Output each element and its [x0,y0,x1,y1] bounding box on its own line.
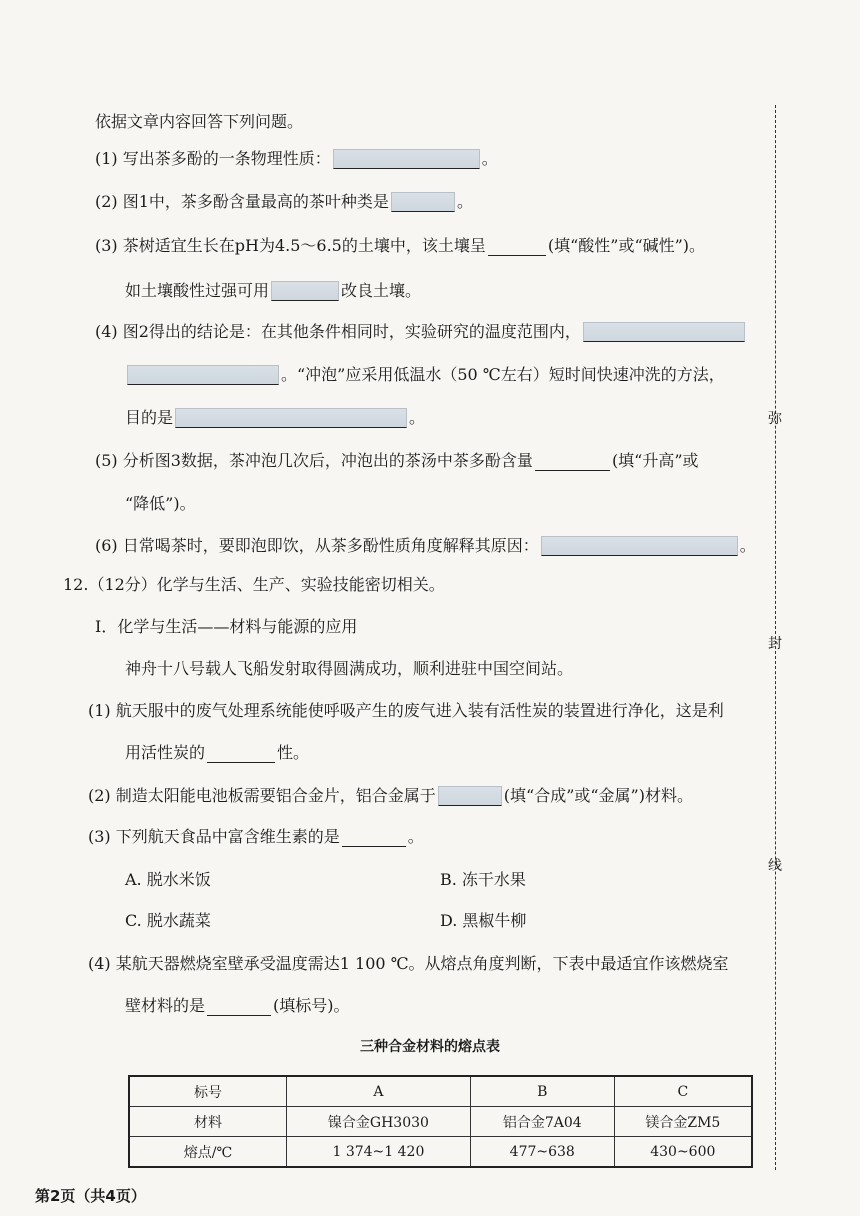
option-a[interactable]: A. 脱水米饭 [125,870,211,889]
question-4-line2 [125,365,725,385]
answer-blank[interactable] [438,786,502,806]
table-cell: 镍合金GH3030 [287,1107,471,1137]
answer-blank[interactable] [207,997,271,1016]
punct: 。 [456,192,473,211]
question-12-title: 12.（12分）化学与生活、生产、实验技能密切相关。 [63,575,445,594]
s1-question-4-text3: (填标号)。 [273,996,350,1015]
answer-blank[interactable] [207,744,275,763]
table-cell: 标号 [129,1076,287,1107]
margin-word-mi: 弥 [768,411,782,427]
s1-question-4: (4) 某航天器燃烧室壁承受温度需达1 100 ℃。从熔点角度判断，下表中最适宜作该燃烧室 [88,954,729,973]
table-title: 三种合金材料的熔点表 [360,1039,500,1055]
table-row [129,1107,752,1137]
question-4-text2: 。“冲泡”应采用低温水（50 ℃左右）短时间快速冲洗的方法， [281,365,725,384]
question-3-text2: 如土壤酸性过强可用 [125,281,270,300]
punct: 。 [481,149,498,168]
table-cell: 477~638 [470,1137,614,1168]
s1-question-2-text: (2) 制造太阳能电池板需要铝合金片，铝合金属于 [88,786,436,805]
s1-question-2-hint: (填“合成”或“金属”)材料。 [503,786,693,805]
section-1-lead: 神舟十八号载人飞船发射取得圆满成功，顺利进驻中国空间站。 [125,659,574,678]
option-b[interactable]: B. 冻干水果 [440,870,526,889]
s1-question-2 [88,786,693,806]
question-4-text3: 目的是 [125,408,174,427]
punct: 。 [407,827,424,846]
s1-question-1-line2 [125,743,309,763]
question-3-text: (3) 茶树适宜生长在pH为4.5～6.5的土壤中，该土壤呈 [95,236,486,255]
table-cell: A [287,1076,471,1107]
question-2-text: (2) 图1中，茶多酚含量最高的茶叶种类是 [95,192,389,211]
answer-blank[interactable] [175,408,407,428]
answer-blank[interactable] [271,281,339,301]
s1-question-1: (1) 航天服中的废气处理系统能使呼吸产生的废气进入装有活性炭的装置进行净化，这是利 [88,701,724,720]
table-cell: 铝合金7A04 [470,1107,614,1137]
margin-word-xian: 线 [768,858,782,874]
question-4 [95,322,747,342]
table-cell: 材料 [129,1107,287,1137]
table-row [129,1137,752,1168]
answer-blank[interactable] [342,828,406,847]
melting-point-table [128,1075,753,1168]
answer-blank[interactable] [333,149,480,169]
s1-question-1-text2: 用活性炭的 [125,743,206,762]
option-d[interactable]: D. 黑椒牛柳 [440,911,527,930]
option-c[interactable]: C. 脱水蔬菜 [125,911,211,930]
question-1-text: (1) 写出茶多酚的一条物理性质： [95,149,331,168]
section-1-title: Ⅰ．化学与生活——材料与能源的应用 [95,617,358,636]
question-3-text3: 改良土壤。 [341,281,422,300]
question-6 [95,536,756,556]
s1-question-1-text3: 性。 [277,743,310,762]
table-row [129,1076,752,1107]
s1-question-4-text2: 壁材料的是 [125,996,206,1015]
question-5-hint: (填“升高”或 [611,451,699,470]
table-cell: 1 374~1 420 [287,1137,471,1168]
question-4-text: (4) 图2得出的结论是：在其他条件相同时，实验研究的温度范围内， [95,322,581,341]
question-5-text: (5) 分析图3数据，茶冲泡几次后，冲泡出的茶汤中茶多酚含量 [95,451,533,470]
table-cell: B [470,1076,614,1107]
question-4-line3 [125,408,425,428]
question-1 [95,149,498,169]
table-cell: 熔点/℃ [129,1137,287,1168]
answer-blank[interactable] [127,365,279,385]
answer-blank[interactable] [391,192,455,212]
table-cell: C [614,1076,752,1107]
s1-question-3 [88,827,424,847]
question-5-line2: “降低”)。 [125,494,196,513]
table-cell: 430~600 [614,1137,752,1168]
question-3 [95,236,705,256]
answer-blank[interactable] [535,452,610,471]
punct: 。 [739,536,756,555]
question-6-text: (6) 日常喝茶时，要即泡即饮，从茶多酚性质角度解释其原因： [95,536,539,555]
intro-text: 依据文章内容回答下列问题。 [95,112,304,131]
question-3-line2 [125,281,421,301]
s1-question-3-text: (3) 下列航天食品中富含维生素的是 [88,827,340,846]
page-footer: 第2页（共4页） [35,1187,146,1205]
answer-blank[interactable] [541,536,738,556]
question-5 [95,451,699,471]
s1-question-4-line2 [125,996,350,1016]
punct: 。 [409,408,426,427]
table-cell: 镁合金ZM5 [614,1107,752,1137]
answer-blank[interactable] [583,322,745,342]
question-3-hint: (填“酸性”或“碱性”)。 [547,236,706,255]
answer-blank[interactable] [488,237,546,256]
margin-word-feng: 封 [768,636,782,652]
question-2 [95,192,473,212]
